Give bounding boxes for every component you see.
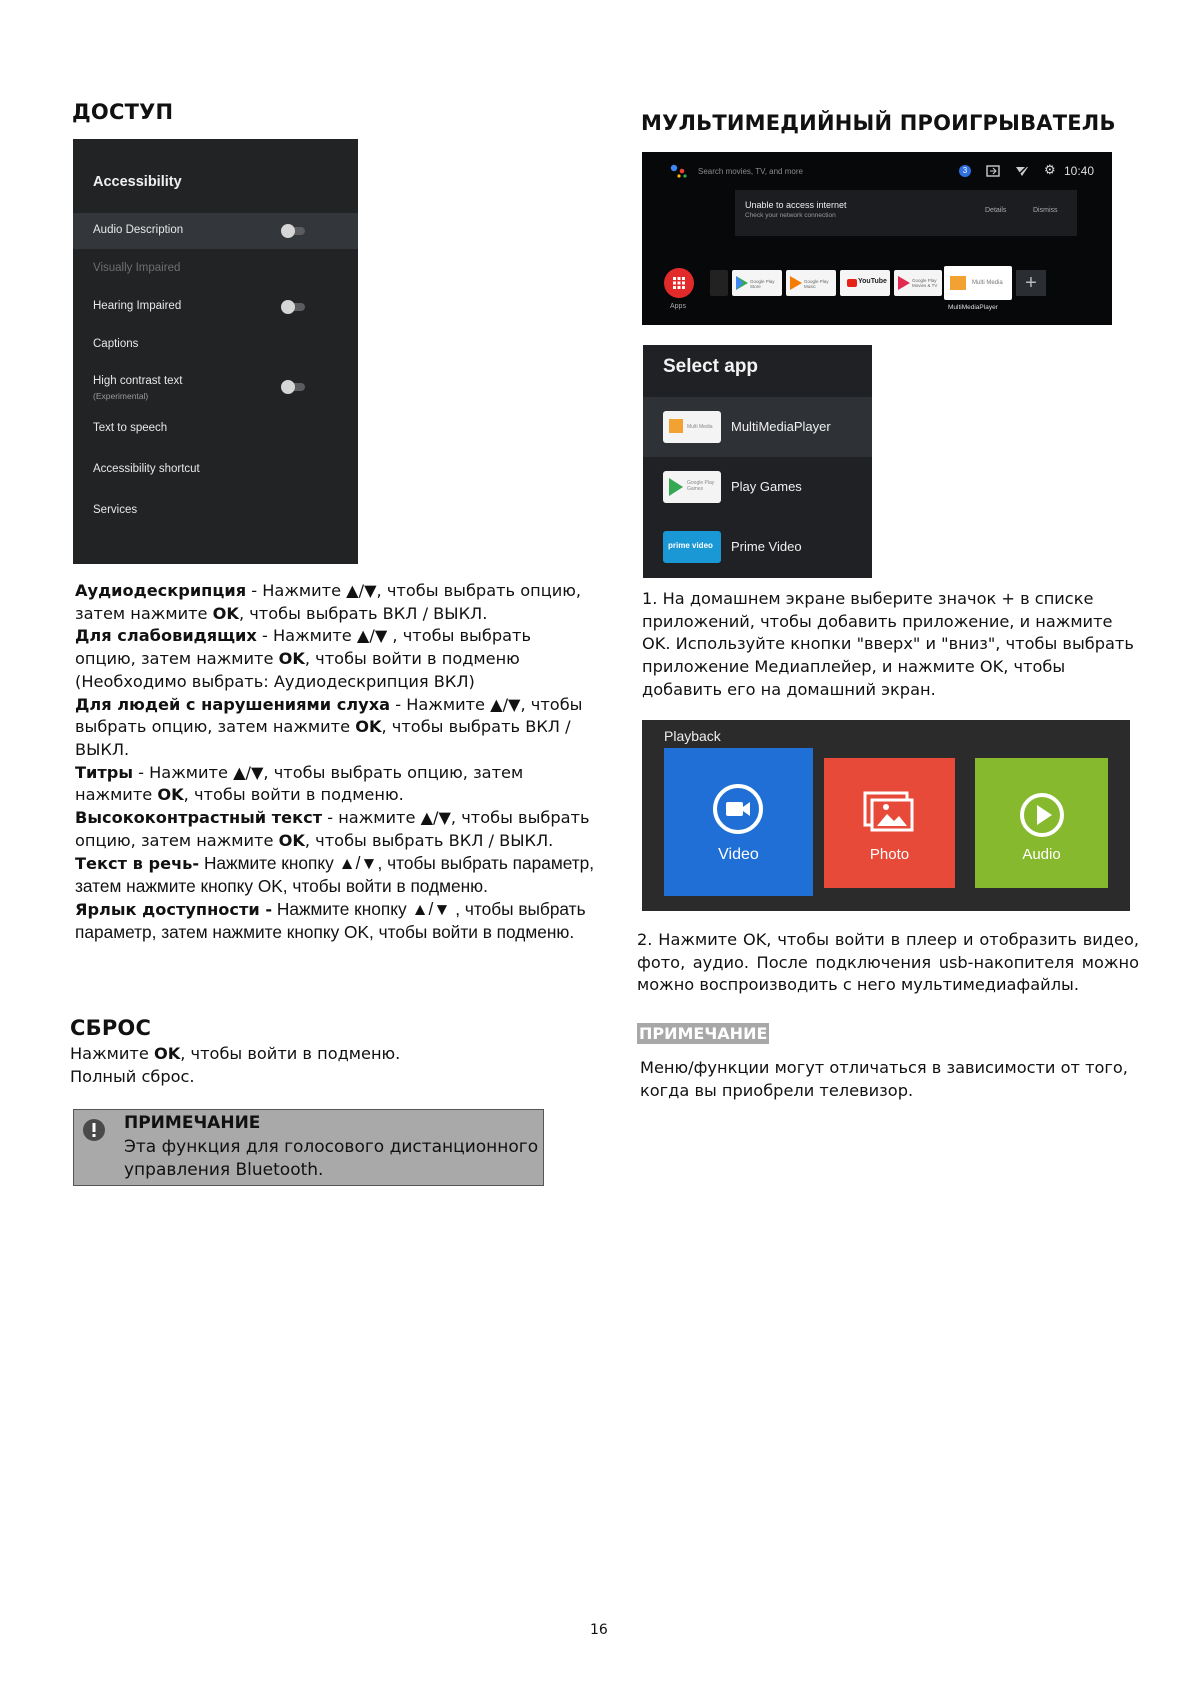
photo-gallery-icon bbox=[862, 790, 916, 834]
note-text: Эта функция для голосового дистанционного управления Bluetooth. bbox=[124, 1137, 539, 1180]
accessibility-title: Accessibility bbox=[93, 174, 182, 190]
acc-item-high-contrast[interactable] bbox=[73, 365, 358, 409]
folder-icon bbox=[950, 276, 966, 290]
step-1-text: 1. На домашнем экране выберите значок + в списке приложений, чтобы добавить приложение, и нажмите OK. Используйте кнопки "вверх" и "вниз", чтобы выбрать приложение Медиаплейер, и нажмите OK, чтобы добавить его на домашний экран. bbox=[642, 589, 1134, 699]
select-app-label: Prime Video bbox=[731, 539, 802, 554]
tile-label: Multi Media bbox=[972, 280, 1003, 286]
desc-high-contrast: Высококонтрастный текст - нажмите ▲/▼, чтобы выбрать опцию, затем нажмите OK, чтобы выбрать ВКЛ / ВЫКЛ. bbox=[75, 808, 590, 850]
input-icon[interactable] bbox=[986, 165, 1000, 177]
details-button[interactable]: Details bbox=[985, 207, 1007, 214]
playback-title: Playback bbox=[664, 728, 721, 744]
accessibility-screenshot bbox=[73, 139, 358, 564]
dismiss-button[interactable]: Dismiss bbox=[1033, 207, 1058, 214]
notification-badge[interactable]: 3 bbox=[959, 165, 971, 177]
multimedia-app-icon: Multi Media bbox=[663, 411, 721, 443]
exclamation-icon bbox=[82, 1118, 106, 1142]
desc-captions: Титры - Нажмите ▲/▼, чтобы выбрать опцию, затем нажмите OK, чтобы войти в подменю. bbox=[75, 762, 524, 805]
audio-play-icon bbox=[1019, 792, 1065, 838]
video-card[interactable] bbox=[664, 748, 813, 896]
acc-item-hearing-impaired[interactable] bbox=[73, 289, 358, 325]
acc-item-label: High contrast text bbox=[93, 375, 183, 387]
tile-multimedia-selected[interactable] bbox=[944, 266, 1012, 300]
internet-alert bbox=[735, 190, 1077, 236]
hearing-impaired-toggle[interactable] bbox=[281, 300, 307, 314]
acc-item-label: Captions bbox=[93, 338, 139, 350]
playback-screenshot bbox=[642, 720, 1130, 911]
acc-item-captions[interactable] bbox=[73, 327, 358, 363]
wifi-icon[interactable] bbox=[1015, 165, 1029, 177]
tile-partial[interactable] bbox=[710, 270, 728, 296]
alert-subtitle: Check your network connection bbox=[745, 212, 836, 219]
select-app-label: Play Games bbox=[731, 479, 802, 494]
tile-play-store[interactable] bbox=[732, 270, 782, 296]
select-app-item-play-games[interactable] bbox=[643, 457, 872, 517]
note-label-right: ПРИМЕЧАНИЕ bbox=[639, 1024, 768, 1043]
tile-label: YouTube bbox=[858, 278, 887, 285]
play-store-icon bbox=[736, 276, 748, 290]
tile-play-movies[interactable] bbox=[894, 270, 942, 296]
select-app-title: Select app bbox=[663, 356, 759, 377]
select-app-item-prime-video[interactable] bbox=[643, 517, 872, 577]
acc-item-text-to-speech[interactable] bbox=[73, 411, 358, 447]
video-label: Video bbox=[718, 846, 759, 863]
note-title: ПРИМЕЧАНИЕ bbox=[124, 1113, 261, 1133]
acc-item-label: Accessibility shortcut bbox=[93, 463, 200, 475]
accessibility-descriptions bbox=[75, 580, 595, 944]
video-camera-icon bbox=[712, 783, 764, 835]
audio-card[interactable] bbox=[975, 758, 1108, 888]
photo-card[interactable] bbox=[824, 758, 955, 888]
play-movies-icon bbox=[898, 276, 910, 290]
acc-item-label: Visually Impaired bbox=[93, 262, 181, 274]
note-box-left bbox=[73, 1109, 544, 1186]
page-number: 16 bbox=[590, 1622, 608, 1638]
settings-gear-icon[interactable]: ⚙ bbox=[1044, 162, 1056, 177]
clock: 10:40 bbox=[1064, 164, 1095, 178]
grid-icon bbox=[664, 268, 694, 298]
acc-item-label: Text to speech bbox=[93, 422, 168, 434]
assistant-icon bbox=[670, 164, 688, 178]
reset-text: Нажмите OK, чтобы войти в подменю. Полный сброс. bbox=[70, 1044, 401, 1086]
acc-item-label: Hearing Impaired bbox=[93, 300, 182, 312]
audio-label: Audio bbox=[1022, 846, 1061, 863]
play-music-icon bbox=[790, 276, 802, 290]
play-games-app-icon: Google Play Games bbox=[663, 471, 721, 503]
youtube-icon bbox=[847, 279, 857, 287]
photo-label: Photo bbox=[869, 846, 910, 863]
acc-item-shortcut[interactable] bbox=[73, 452, 358, 488]
high-contrast-toggle[interactable] bbox=[281, 380, 307, 394]
acc-item-services[interactable] bbox=[73, 493, 358, 529]
tile-label: Google Play Music bbox=[804, 279, 829, 289]
search-bar[interactable]: Search movies, TV, and more bbox=[698, 167, 803, 176]
tile-label: Google Play Store bbox=[750, 279, 775, 289]
access-heading: ДОСТУП bbox=[72, 100, 174, 124]
select-app-label: MultiMediaPlayer bbox=[731, 419, 831, 434]
desc-visually-impaired: Для слабовидящих - Нажмите ▲/▼ , чтобы выбрать опцию, затем нажмите OK, чтобы войти в подменю (Необходимо выбрать: Аудиодескрипция ВКЛ) bbox=[75, 626, 531, 691]
apps-label: Apps bbox=[670, 303, 686, 310]
desc-shortcut: Ярлык доступности - Нажмите кнопку ▲/▼ , чтобы выбрать параметр, затем нажмите кнопку OK, чтобы войти в подменю. bbox=[75, 899, 586, 943]
acc-item-label: Audio Description bbox=[93, 224, 184, 236]
tile-label: Google Play Movies & TV bbox=[912, 278, 938, 288]
note-text-right: Меню/функции могут отличаться в зависимости от того, когда вы приобрели телевизор. bbox=[640, 1058, 1128, 1100]
acc-item-audio-description[interactable] bbox=[73, 213, 358, 249]
acc-item-sublabel: (Experimental) bbox=[93, 391, 149, 401]
desc-hearing-impaired: Для людей с нарушениями слуха - Нажмите ▲/▼, чтобы выбрать опцию, затем нажмите OK, чтобы выбрать ВКЛ / ВЫКЛ. bbox=[75, 694, 583, 759]
multimedia-heading: МУЛЬТИМЕДИЙНЫЙ ПРОИГРЫВАТЕЛЬ bbox=[641, 111, 1116, 135]
tile-youtube[interactable] bbox=[840, 270, 890, 296]
acc-item-label: Services bbox=[93, 504, 138, 516]
acc-item-visually-impaired[interactable] bbox=[73, 251, 358, 287]
apps-button[interactable] bbox=[664, 268, 694, 298]
audio-description-toggle[interactable] bbox=[281, 224, 307, 238]
desc-audio-description: Аудиодескрипция - Нажмите ▲/▼, чтобы выбрать опцию, затем нажмите OK, чтобы выбрать ВКЛ / ВЫКЛ. bbox=[75, 581, 582, 623]
prime-video-app-icon: prime video bbox=[663, 531, 721, 563]
home-screen-screenshot bbox=[642, 152, 1112, 325]
step-2-text: 2. Нажмите OK, чтобы войти в плеер и отобразить видео, фото, аудио. После подключения usb-накопителя можно можно воспроизводить с него мультимедиафайлы. bbox=[637, 930, 1139, 995]
select-app-screenshot bbox=[643, 345, 872, 578]
reset-heading: СБРОС bbox=[70, 1016, 152, 1040]
selected-tile-caption: MultiMediaPlayer bbox=[948, 304, 998, 311]
alert-title: Unable to access internet bbox=[745, 200, 847, 210]
tile-play-music[interactable] bbox=[786, 270, 836, 296]
desc-text-to-speech: Текст в речь- Нажмите кнопку ▲/▼, чтобы выбрать параметр, затем нажмите кнопку OK, чтобы войти в подменю. bbox=[75, 853, 595, 897]
select-app-item-multimedia[interactable] bbox=[643, 397, 872, 457]
add-app-button[interactable]: + bbox=[1016, 270, 1046, 296]
